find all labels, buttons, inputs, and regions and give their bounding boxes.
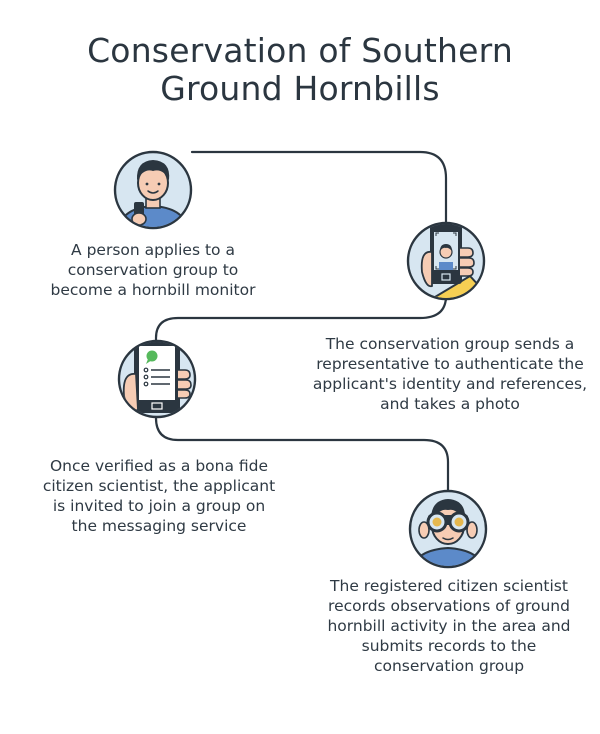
step-4-line-2: records observations of ground	[328, 597, 570, 615]
step-1-line-3: become a hornbill monitor	[50, 281, 256, 299]
step-1-line-2: conservation group to	[67, 261, 239, 279]
step-4-line-1: The registered citizen scientist	[330, 577, 568, 595]
step-2-caption	[310, 334, 590, 414]
person-binoculars-icon	[410, 491, 486, 572]
step-4-line-4: submits records to the	[361, 637, 537, 655]
step-2-line-2: representative to authenticate the	[316, 355, 584, 373]
step-3-line-4: the messaging service	[71, 517, 247, 535]
person-with-phone-icon	[115, 152, 191, 232]
title-line-1: Conservation of Southern	[87, 31, 513, 70]
phone-photo-icon	[408, 223, 492, 300]
connector-line	[156, 152, 448, 490]
step-4-line-5: conservation group	[373, 657, 525, 675]
step-4-line-3: hornbill activity in the area and	[327, 617, 571, 635]
step-3-line-1: Once verified as a bona fide	[49, 457, 269, 475]
step-1-line-1: A person applies to a	[71, 241, 235, 259]
step-3-line-2: citizen scientist, the applicant	[42, 477, 276, 495]
step-3-caption	[30, 456, 288, 536]
messaging-phone-icon	[108, 339, 195, 430]
title-line-2: Ground Hornbills	[160, 69, 440, 108]
step-2-line-1: The conservation group sends a	[325, 335, 575, 353]
step-2-line-4: and takes a photo	[380, 395, 520, 413]
step-1-caption	[50, 240, 256, 300]
step-2-line-3: applicant's identity and references,	[312, 375, 588, 393]
step-3-line-3: is invited to join a group on	[52, 497, 266, 515]
step-4-caption	[318, 576, 580, 676]
